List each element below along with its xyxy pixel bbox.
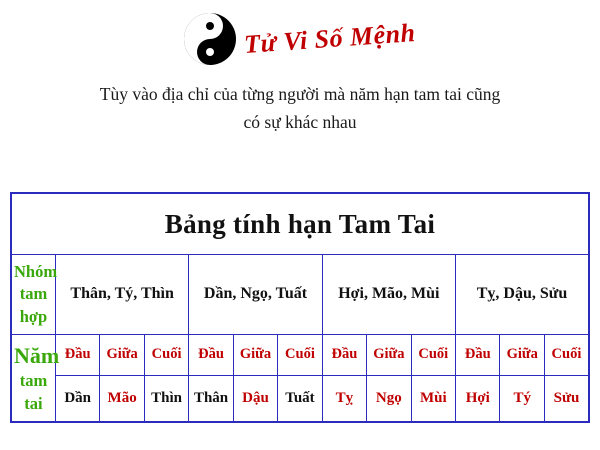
row-header-years-line1: Năm <box>14 342 60 368</box>
year-cell-4-0: Hợi <box>456 375 500 422</box>
phase-cell-4-0: Đầu <box>456 334 500 375</box>
table-group-row <box>11 255 589 335</box>
year-cell-2-2: Tuất <box>278 375 322 422</box>
site-logo <box>0 0 600 62</box>
year-cell-2-1: Dậu <box>233 375 277 422</box>
year-cell-3-1: Ngọ <box>367 375 411 422</box>
group-cell-4: Tỵ, Dậu, Sửu <box>456 255 589 335</box>
phase-cell-1-1: Giữa <box>100 334 144 375</box>
phase-cell-1-0: Đầu <box>55 334 99 375</box>
table-year-row <box>11 375 589 422</box>
phase-cell-2-2: Cuối <box>278 334 322 375</box>
phase-cell-2-0: Đầu <box>189 334 233 375</box>
phase-cell-4-2: Cuối <box>544 334 589 375</box>
phase-cell-4-1: Giữa <box>500 334 544 375</box>
tam-tai-table-wrapper <box>10 192 590 423</box>
table-title-row <box>11 193 589 255</box>
year-cell-4-2: Sửu <box>544 375 589 422</box>
phase-cell-1-2: Cuối <box>144 334 188 375</box>
table-phase-row <box>11 334 589 375</box>
row-header-years-line2: tam tai <box>19 371 48 413</box>
brand-name: Tử Vi Số Mệnh <box>243 18 417 59</box>
intro-line-2: có sự khác nhau <box>243 112 357 133</box>
phase-cell-3-0: Đầu <box>322 334 366 375</box>
group-cell-3: Hợi, Mão, Mùi <box>322 255 455 335</box>
row-header-group <box>11 255 58 335</box>
row-header-group-line2: tam hợp <box>19 284 48 326</box>
year-cell-3-0: Tỵ <box>322 375 366 422</box>
group-cell-2: Dần, Ngọ, Tuất <box>189 255 322 335</box>
intro-paragraph <box>40 80 560 137</box>
year-cell-1-1: Mão <box>100 375 144 422</box>
phase-cell-3-2: Cuối <box>411 334 455 375</box>
intro-line-1: Tùy vào địa chỉ của từng người mà năm hạn tam tai cũng <box>99 84 501 104</box>
year-cell-2-0: Thân <box>189 375 233 422</box>
year-cell-3-2: Mùi <box>411 375 455 422</box>
year-cell-4-1: Tý <box>500 375 544 422</box>
table-title: Bảng tính hạn Tam Tai <box>11 193 589 255</box>
phase-cell-3-1: Giữa <box>367 334 411 375</box>
row-header-years <box>11 334 60 422</box>
year-cell-1-2: Thìn <box>144 375 188 422</box>
phase-cell-2-1: Giữa <box>233 334 277 375</box>
row-header-group-line1: Nhóm <box>14 262 58 281</box>
year-cell-1-0: Dần <box>55 375 99 422</box>
yin-yang-icon <box>184 13 236 65</box>
tam-tai-table <box>10 192 590 423</box>
group-cell-1: Thân, Tý, Thìn <box>55 255 188 335</box>
